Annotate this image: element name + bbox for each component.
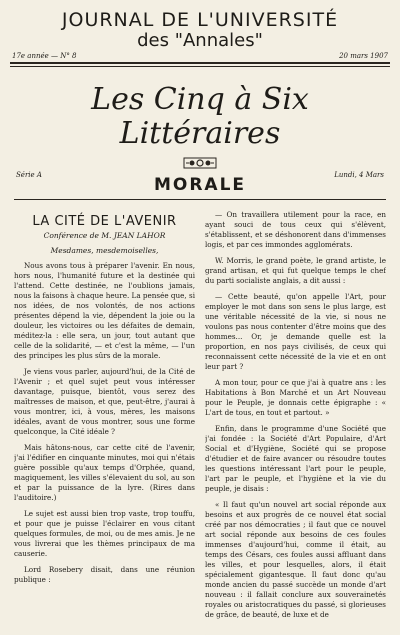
series-label: Série A xyxy=(16,171,42,179)
article-paragraph: A mon tour, pour ce que j'ai à quatre ans : les Habitations à Bon Marché et un Art Nouveau pour le Peuple, je donnais cette épigraphe : « L'art de tous, en tout et partout. » xyxy=(205,378,386,417)
article-paragraph: « Il faut qu'un nouvel art social réponde aux besoins et aux progrès de ce nouvel état social créé par nos démocraties ; il faut que ce nouvel art social réponde aux besoins de ces foules immenses d'aujourd'hui, comme il était, au temps des Césars, ces foules aussi affluant dans les villes, et pour lesquelles, alors, il était spécialement gigantesque. Il faut donc qu'au monde ancien du passé succède un monde d'art nouveau : il fallait conclure aux souverainetés royales ou aristocratiques du passé, si glorieuses de grâce, de beauté, de luxe et de xyxy=(205,500,386,619)
issue-date: 20 mars 1907 xyxy=(339,52,388,60)
year-issue: 17e année — N° 8 xyxy=(12,52,77,60)
article-byline: Conférence de M. JEAN LAHOR xyxy=(43,231,166,240)
article-paragraph: Lord Rosebery disait, dans une réunion publique : xyxy=(14,565,195,584)
day-label: Lundi, 4 Mars xyxy=(334,171,384,179)
masthead-rule-thin xyxy=(10,66,390,67)
article-paragraph: Enfin, dans le programme d'une Société que j'ai fondée : la Société d'Art Populaire, d'Art Social et d'Hygiène, Société qui se propose d'étudier et de faire avancer ou résoudre toutes les questions intéressant l'art pour le peuple, l'art par le peuple, et l'hygiène et la vie du peuple, je disais : xyxy=(205,424,386,493)
article-paragraph: Mais hâtons-nous, car cette cité de l'avenir, j'ai l'édifier en cinquante minutes, moi qui n'étais guère possible qu'aux temps d'Orphée, quand, magiquement, les villes s'élevaient du sol, au son et par la puissance de la lyre. (Rires dans l'auditoire.) xyxy=(14,443,195,502)
article-paragraph: — On travaillera utilement pour la race, en ayant souci de tous ceux qui s'élèvent, s'établissent, et se déshonorent dans d'immenses logis, et par ces immondes agglomérats. xyxy=(205,210,386,249)
floral-ornament-icon xyxy=(10,157,390,169)
masthead-rule xyxy=(10,62,390,64)
section-title: Les Cinq à Six Littéraires xyxy=(91,82,309,151)
journal-subtitle: des "Annales" xyxy=(137,30,263,51)
article-columns xyxy=(10,210,390,620)
issue-meta xyxy=(10,52,390,60)
article-paragraph: — Cette beauté, qu'on appelle l'Art, pour employer le mot dans son sens le plus large, est une véritable nécessité de la vie, si nous ne voulons pas nous contenter d'être moins que des hommes... Or, je demande quelle est la proportion, en nos pays civilisés, de ceux qui reconnaissent cette nécessité de la vie et en ont leur part ? xyxy=(205,292,386,371)
rubric-rule xyxy=(14,199,386,200)
article-paragraph: Le sujet est aussi bien trop vaste, trop touffu, et pour que je puisse l'éclairer en vous citant quelques formules, de moi, ou de mes amis. Je ne vous livrerai que les thèmes principaux de ma causerie. xyxy=(14,509,195,558)
article-paragraph: Nous avons tous à préparer l'avenir. En nous, hors nous, l'humanité future et la destinée qui l'attend. Cette destinée, ne l'oublions jamais, nous la faisons à chaque heure. La pensée que, si nos idées, de nos volontés, de nos actions présentes dépend la vie, dépendent la joie ou la douleur, les victoires ou les défaites de demain, méditez-la : elle sera, un jour, tout autant que celle de la solidarité, — et c'est la même, — l'un des principes les plus sûrs de la morale. xyxy=(14,261,195,360)
article-paragraph: Je viens vous parler, aujourd'hui, de la Cité de l'Avenir ; et quel sujet peut vous intéresser davantage, puisque, bientôt, vous serez des maîtresses de maison, et que, peut-être, j'aurai à vous montrer, ici, à vous, mères, les maisons idéales, avant de vous montrer, sous une forme quelconque, la Cité idéale ? xyxy=(14,367,195,436)
article-title: LA CITÉ DE L'AVENIR xyxy=(32,214,177,229)
left-column xyxy=(14,210,195,620)
rubric-title: MORALE xyxy=(153,175,247,195)
article-salutation: Mesdames, mesdemoiselles, xyxy=(50,246,159,255)
article-paragraph: W. Morris, le grand poète, le grand artiste, le grand artisan, et qui fut quelque temps le chef du parti socialiste anglais, a dit aussi : xyxy=(205,256,386,285)
journal-title: JOURNAL DE L'UNIVERSITÉ xyxy=(61,9,339,31)
right-column xyxy=(205,210,386,620)
